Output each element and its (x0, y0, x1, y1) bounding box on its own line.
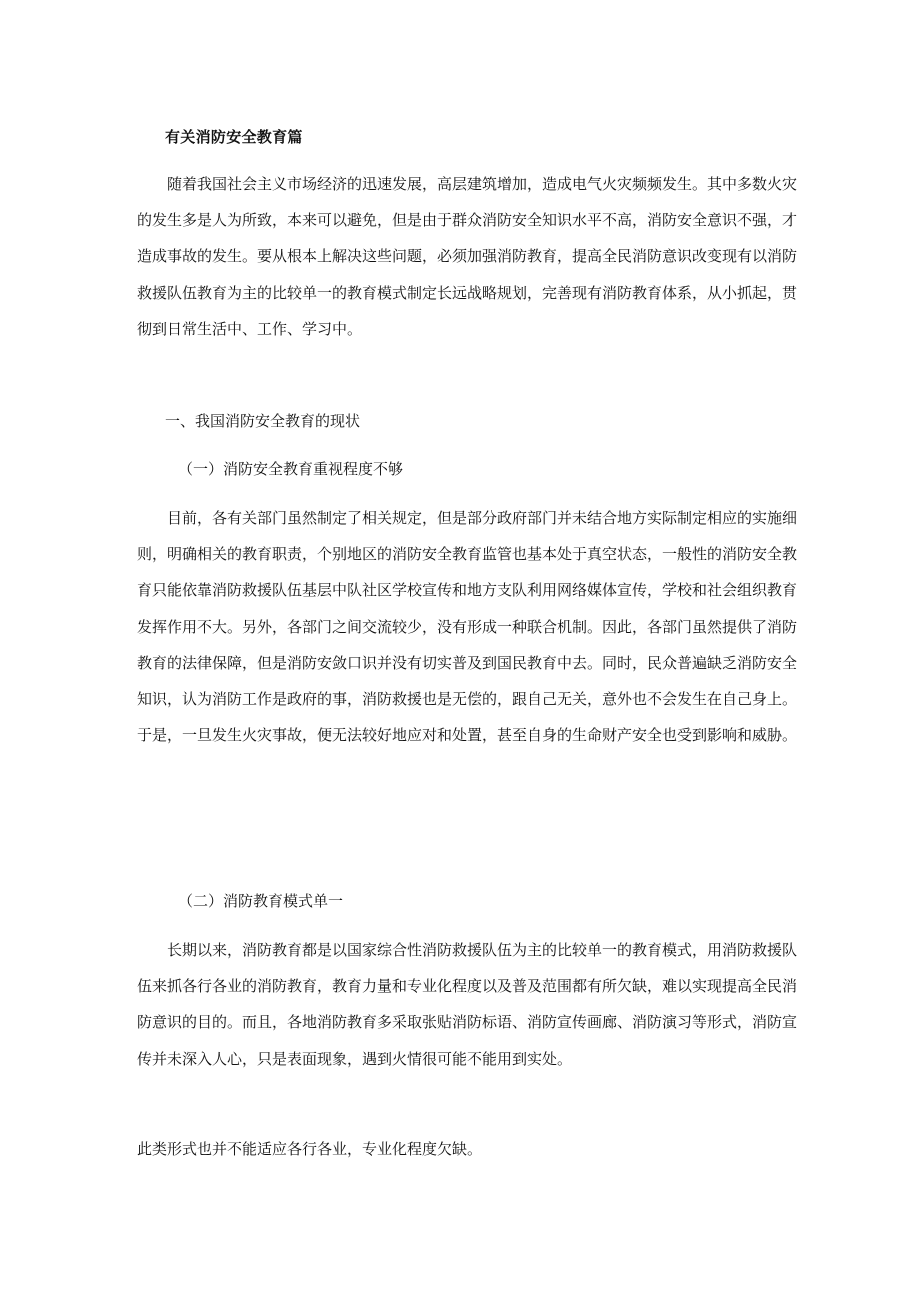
subsection-2-paragraph: 长期以来，消防教育都是以国家综合性消防救援队伍为主的比较单一的教育模式，用消防救援队伍来抓各行各业的消防教育，教育力量和专业化程度以及普及范围都有所欠缺，难以实现提高全民消防意识的目的。而且，各地消防教育多采取张贴消防标语、消防宣传画廊、消防演习等形式，消防宣传并未深入人心，只是表面现象，遇到火情很可能不能用到实处。 (137, 941, 798, 1068)
intro-paragraph: 随着我国社会主义市场经济的迅速发展，高层建筑增加，造成电气火灾频频发生。其中多数火灾的发生多是人为所致，本来可以避免，但是由于群众消防安全知识水平不高，消防安全意识不强，才造成事故的发生。要从根本上解决这些问题，必须加强消防教育，提高全民消防意识改变现有以消防救援队伍教育为主的比较单一的教育模式制定长远战略规划，完善现有消防教育体系，从小抓起，贯彻到日常生活中、工作、学习中。 (137, 175, 798, 338)
trailing-line: 此类形式也并不能适应各行各业，专业化程度欠缺。 (137, 1140, 483, 1158)
section-heading: 一、我国消防安全教育的现状 (165, 412, 361, 430)
subsection-heading-1: （一）消防安全教育重视程度不够 (178, 460, 404, 478)
subsection-heading-2: （二）消防教育模式单一 (178, 892, 344, 910)
subsection-1-paragraph: 目前，各有关部门虽然制定了相关规定，但是部分政府部门并未结合地方实际制定相应的实施细则，明确相关的教育职责，个别地区的消防安全教育监管也基本处于真空状态，一般性的消防安全教育只能依靠消防救援队伍基层中队社区学校宣传和地方支队利用网络媒体宣传，学校和社会组织教育发挥作用不大。另外，各部门之间交流较少，没有形成一种联合机制。因此，各部门虽然提供了消防教育的法律保障，但是消防安敛口识并没有切实普及到国民教育中去。同时，民众普遍缺乏消防安全知识，认为消防工作是政府的事，消防救援也是无偿的，跟自己无关，意外也不会发生在自己身上。于是，一旦发生火灾事故，便无法较好地应对和处置，甚至自身的生命财产安全也受到影响和威胁。 (137, 509, 798, 745)
document-title: 有关消防安全教育篇 (165, 128, 303, 146)
